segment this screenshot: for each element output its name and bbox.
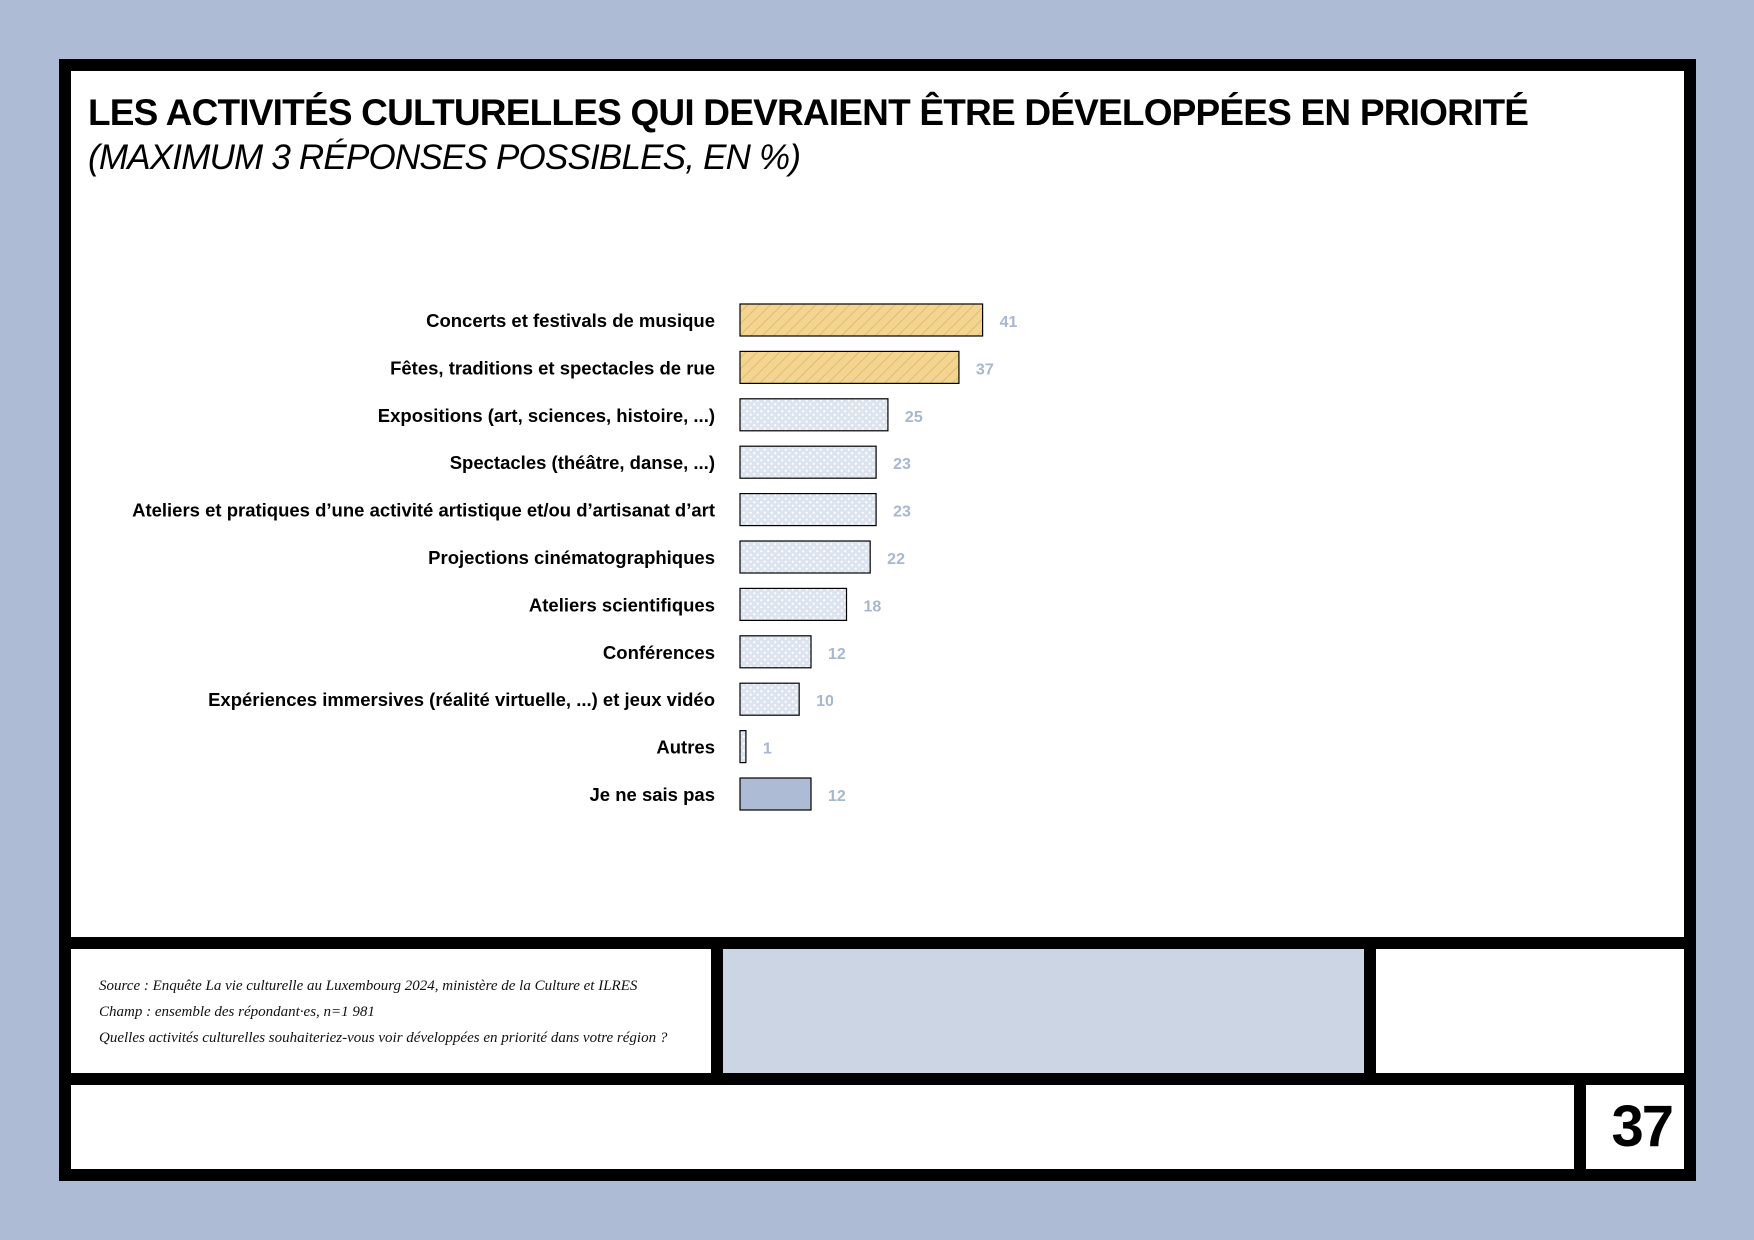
value-label: 37	[975, 361, 994, 379]
category-label: Fêtes, traditions et spectacles de rue	[390, 357, 715, 379]
bar	[740, 636, 811, 668]
category-label: Je ne sais pas	[589, 784, 715, 805]
category-label: Ateliers et pratiques d’une activité artistique et/ou d’artisanat d’art	[132, 499, 715, 521]
source-note: Source : Enquête La vie culturelle au Luxembourg 2024, ministère de la Culture et ILRES	[99, 978, 638, 994]
scope-note: Champ : ensemble des répondant·es, n=1 981	[99, 1004, 375, 1020]
bar	[740, 731, 746, 763]
bar	[740, 494, 876, 526]
category-label: Conférences	[602, 641, 715, 663]
bar	[740, 778, 811, 810]
bar	[740, 541, 870, 573]
category-label: Expositions (art, sciences, histoire, ...)	[377, 404, 715, 426]
value-label: 1	[762, 740, 772, 758]
bar	[740, 351, 959, 383]
category-label: Expériences immersives (réalité virtuelle, ...) et jeux vidéo	[208, 689, 715, 711]
category-label: Ateliers scientifiques	[528, 594, 715, 616]
category-label: Spectacles (théâtre, danse, ...)	[449, 452, 715, 474]
category-label: Autres	[656, 736, 715, 758]
value-label: 23	[893, 456, 911, 474]
value-label: 10	[816, 693, 834, 711]
bar	[740, 304, 983, 336]
bar	[740, 588, 847, 620]
value-label: 41	[999, 314, 1018, 331]
value-label: 23	[893, 503, 911, 521]
page-number: 37	[1611, 1094, 1672, 1159]
value-label: 18	[863, 598, 882, 616]
bar	[740, 683, 799, 715]
value-label: 25	[904, 408, 923, 426]
chart-subtitle: (MAXIMUM 3 RÉPONSES POSSIBLES, EN %)	[88, 138, 801, 177]
category-label: Projections cinématographiques	[428, 547, 715, 568]
bar	[740, 446, 876, 478]
value-label: 22	[887, 551, 905, 568]
bar	[740, 399, 888, 431]
value-label: 12	[828, 788, 846, 805]
category-label: Concerts et festivals de musique	[426, 310, 715, 331]
question-note: Quelles activités culturelles souhaiteriez-vous voir développées en priorité dans votre région ?	[99, 1030, 668, 1046]
value-label: 12	[828, 645, 846, 663]
chart-title: LES ACTIVITÉS CULTURELLES QUI DEVRAIENT ÊTRE DÉVELOPPÉES EN PRIORITÉ	[88, 92, 1529, 133]
